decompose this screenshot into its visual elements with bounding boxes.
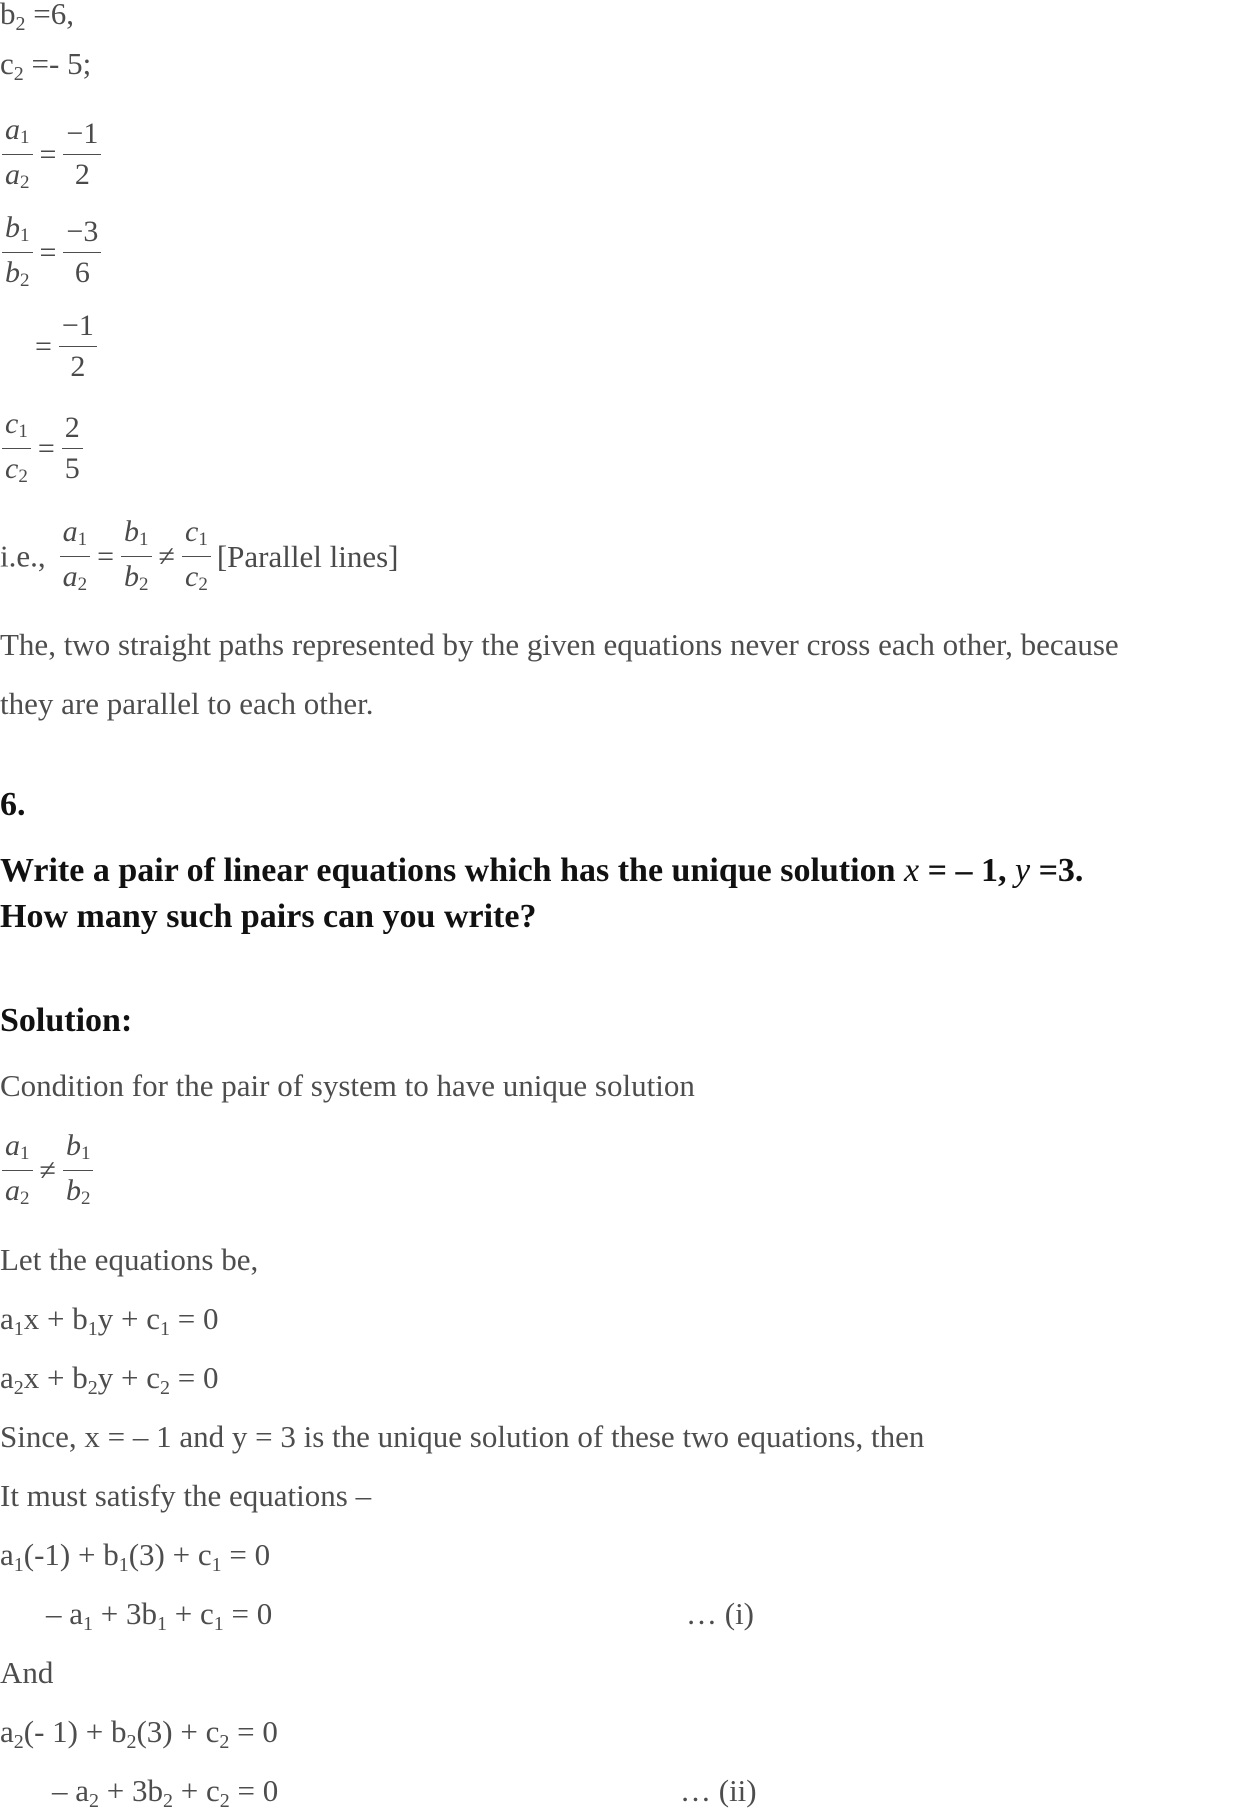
x-variable: x: [904, 852, 920, 889]
subscript: 2: [13, 63, 24, 85]
equals-sign: =: [39, 235, 57, 269]
numerator: −1: [63, 114, 101, 155]
solution-heading: Solution:: [0, 1002, 133, 1039]
fraction-a1-a2: [60, 512, 91, 601]
fraction-c1-c2: [182, 512, 211, 601]
fraction-b1-b2: [2, 208, 33, 297]
conclusion-line-1: The, two straight paths represented by the given equations never cross each other, because: [0, 627, 1119, 662]
parallel-lines-note: [Parallel lines]: [216, 538, 399, 574]
fraction-a1-a2: [2, 1126, 33, 1215]
question-text-line-2: How many such pairs can you write?: [0, 898, 537, 935]
numerator: 2: [62, 408, 83, 449]
and-text: And: [0, 1655, 54, 1690]
equals-sign: =: [97, 539, 115, 573]
equals-sign: =: [39, 137, 57, 171]
let-equations-text: Let the equations be,: [0, 1242, 259, 1277]
denominator: $c_2$: [185, 560, 208, 595]
y-variable: y: [1014, 852, 1031, 889]
numerator: $c_1$: [2, 404, 31, 449]
line-b2: [0, 0, 74, 36]
must-satisfy-text: It must satisfy the equations –: [0, 1478, 372, 1513]
fraction-a1-a2: [2, 110, 33, 199]
equals-sign: =: [37, 431, 55, 465]
ratio-b-simplified: [30, 306, 99, 387]
value: =- 5;: [23, 46, 92, 81]
ie-line: [0, 512, 398, 601]
question-part: =3.: [1030, 852, 1084, 889]
value: =6,: [25, 0, 74, 31]
conclusion-line-2: they are parallel to each other.: [0, 686, 374, 721]
not-equal-sign: ≠: [39, 1153, 56, 1187]
denominator: 2: [70, 350, 86, 383]
equation-ref-ii: … (ii): [680, 1773, 757, 1808]
substitution-1: a1(-1) + b1(3) + c1 = 0: [0, 1537, 271, 1576]
question-part: = – 1,: [919, 852, 1015, 889]
denominator: $a_2$: [5, 1174, 30, 1209]
equation-2: a2x + b2y + c2 = 0: [0, 1360, 219, 1399]
fraction-b1-b2: [121, 512, 152, 601]
numerator: $b_1$: [121, 512, 152, 557]
fraction-value: [63, 114, 101, 195]
equation-ref-i: … (i): [686, 1596, 755, 1631]
numerator: −1: [59, 306, 97, 347]
numerator: −3: [63, 212, 101, 253]
fraction-c1-c2: [2, 404, 31, 493]
numerator: $a_1$: [2, 110, 33, 155]
simplified-2: – a2 + 3b2 + c2 = 0: [52, 1773, 279, 1812]
fraction-value: [62, 408, 83, 489]
ie-prefix: i.e.,: [0, 538, 46, 574]
question-text-line-1: [0, 848, 1083, 894]
ratio-b: [0, 208, 103, 297]
denominator: $c_2$: [5, 452, 28, 487]
equation-1: a1x + b1y + c1 = 0: [0, 1301, 219, 1340]
denominator: 6: [74, 256, 90, 289]
subscript: 2: [15, 13, 26, 35]
numerator: $a_1$: [2, 1126, 33, 1171]
numerator: $b_1$: [2, 208, 33, 253]
denominator: 5: [64, 452, 80, 485]
question-number: 6.: [0, 786, 26, 823]
question-part: Write a pair of linear equations which has the unique solution: [0, 852, 904, 889]
equals-sign: =: [35, 329, 52, 363]
var: b: [0, 0, 16, 31]
fraction-value: [59, 306, 97, 387]
fraction-value: [63, 212, 101, 293]
denominator: $b_2$: [5, 256, 30, 291]
numerator: $c_1$: [182, 512, 211, 557]
denominator: $b_2$: [65, 1174, 91, 1209]
unique-condition: [0, 1126, 95, 1215]
ratio-c: [0, 404, 85, 493]
since-text: Since, x = – 1 and y = 3 is the unique solution of these two equations, then: [0, 1419, 925, 1454]
simplified-1: – a1 + 3b1 + c1 = 0: [46, 1596, 273, 1635]
not-equal-sign: ≠: [158, 539, 176, 573]
denominator: 2: [74, 158, 90, 191]
line-c2: [0, 46, 91, 86]
denominator: $a_2$: [62, 560, 88, 595]
ratio-a: [0, 110, 103, 199]
denominator: $b_2$: [124, 560, 149, 595]
fraction-b1-b2: [63, 1126, 94, 1215]
condition-text: Condition for the pair of system to have unique solution: [0, 1068, 695, 1103]
var: c: [0, 46, 14, 81]
numerator: $b_1$: [63, 1126, 94, 1171]
substitution-2: a2(- 1) + b2(3) + c2 = 0: [0, 1714, 278, 1753]
denominator: $a_2$: [5, 158, 30, 193]
numerator: $a_1$: [60, 512, 91, 557]
